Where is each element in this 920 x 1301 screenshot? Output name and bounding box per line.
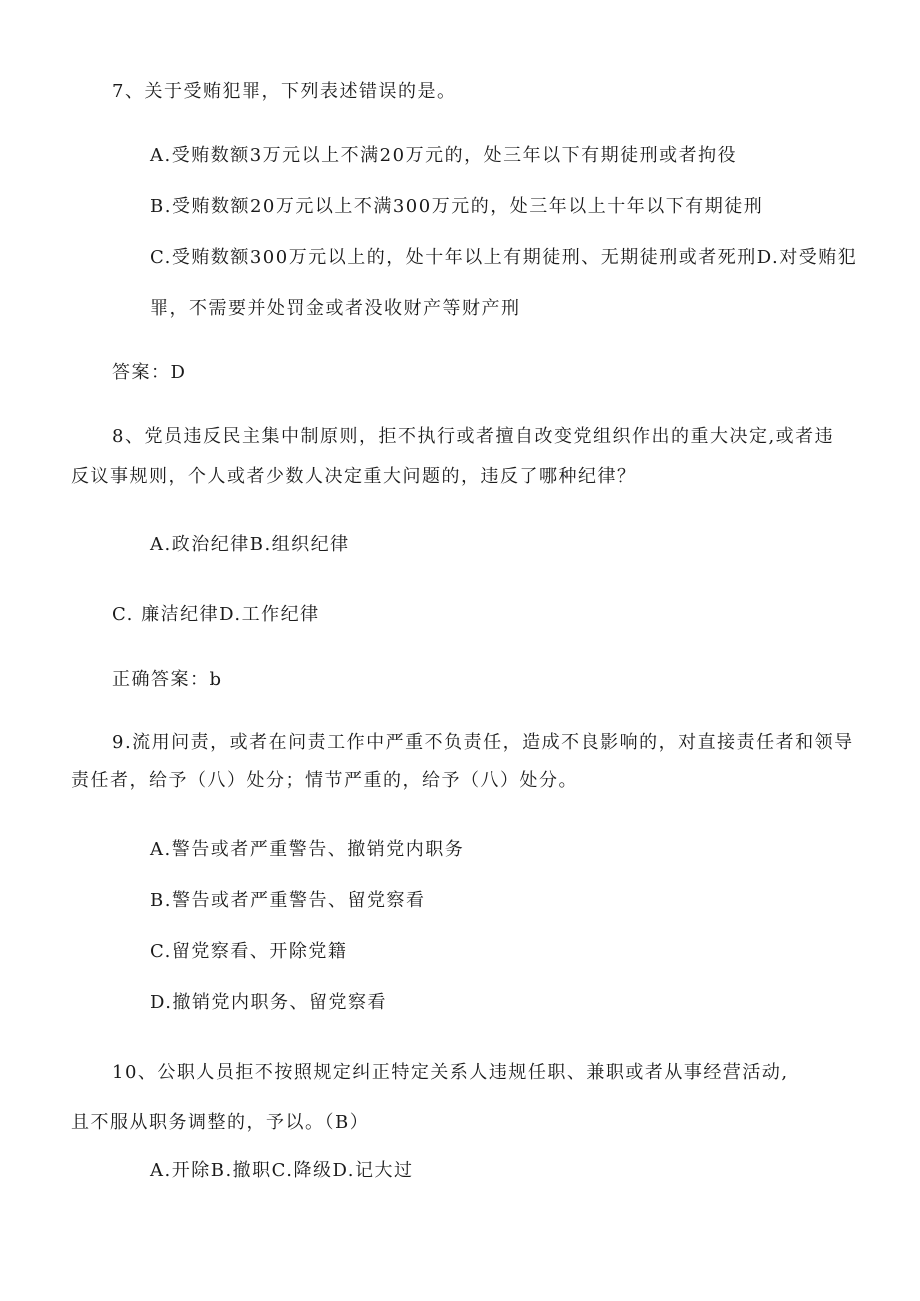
question-7-option-a: A.受贿数额3万元以上不满20万元的，处三年以下有期徒刑或者拘役 bbox=[150, 145, 738, 166]
question-10-title-line-1: 10、公职人员拒不按照规定纠正特定关系人违规任职、兼职或者从事经营活动, bbox=[112, 1062, 789, 1083]
question-10-title-line-2: 且不服从职务调整的，予以。（B） bbox=[71, 1112, 370, 1133]
question-9-title-line-2: 责任者，给予（八）处分；情节严重的，给予（八）处分。 bbox=[71, 770, 578, 791]
question-9-option-d: D.撤销党内职务、留党察看 bbox=[150, 992, 388, 1013]
question-7-answer: 答案：D bbox=[112, 362, 187, 383]
question-9-option-a: A.警告或者严重警告、撤销党内职务 bbox=[150, 839, 465, 860]
question-9-option-b: B.警告或者严重警告、留党察看 bbox=[150, 890, 426, 911]
question-7-option-c-line-2: 罪，不需要并处罚金或者没收财产等财产刑 bbox=[150, 298, 521, 319]
question-9-title-line-1: 9.流用问责，或者在问责工作中严重不负责任，造成不良影响的，对直接责任者和领导 bbox=[112, 732, 854, 753]
question-9-option-c: C.留党察看、开除党籍 bbox=[150, 941, 348, 962]
question-8-answer: 正确答案：b bbox=[112, 669, 223, 690]
question-10-options: A.开除B.撤职C.降级D.记大过 bbox=[150, 1160, 414, 1181]
question-8-options-ab: A.政治纪律B.组织纪律 bbox=[150, 534, 350, 555]
question-8-title-line-2: 反议事规则，个人或者少数人决定重大问题的，违反了哪种纪律？ bbox=[71, 466, 637, 487]
question-8-options-cd: C. 廉洁纪律D.工作纪律 bbox=[112, 604, 320, 625]
question-7-title: 7、关于受贿犯罪，下列表述错误的是。 bbox=[112, 81, 457, 102]
question-8-title-line-1: 8、党员违反民主集中制原则，拒不执行或者擅自改变党组织作出的重大决定,或者违 bbox=[112, 426, 835, 447]
question-7-option-c-line-1: C.受贿数额300万元以上的，处十年以上有期徒刑、无期徒刑或者死刑D.对受贿犯 bbox=[150, 247, 858, 268]
question-7-option-b: B.受贿数额20万元以上不满300万元的，处三年以上十年以下有期徒刑 bbox=[150, 196, 764, 217]
